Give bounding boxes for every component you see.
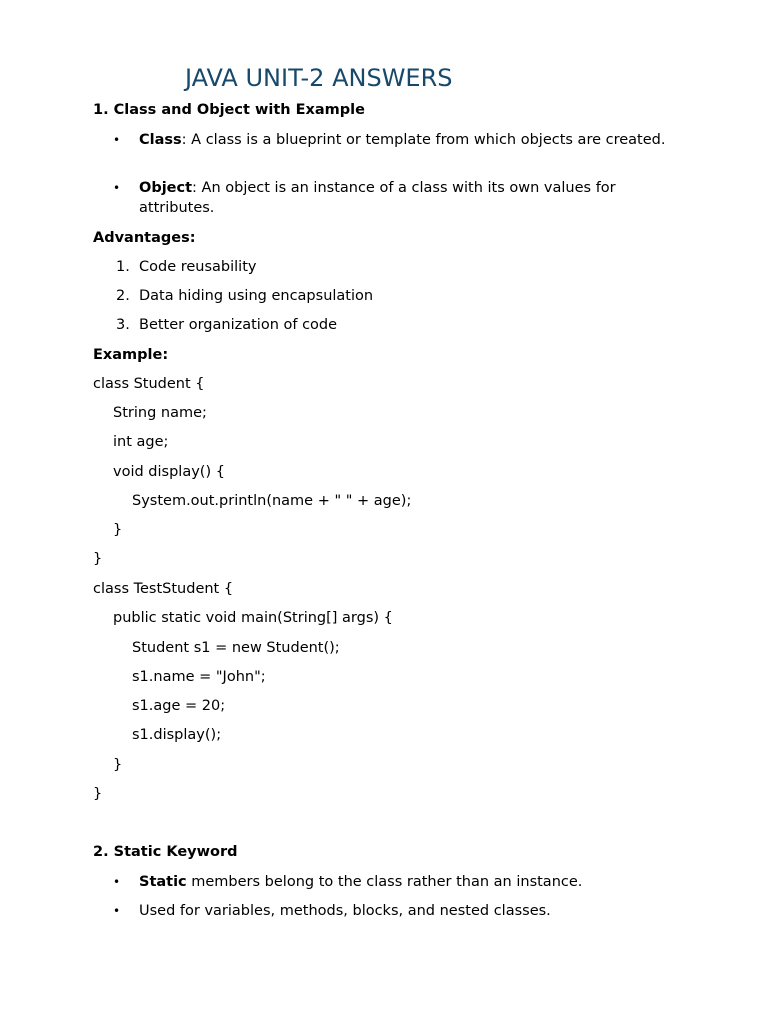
code-line: void display() { xyxy=(113,464,225,480)
code-line: String name; xyxy=(113,405,207,421)
code-line: Student s1 = new Student(); xyxy=(132,640,340,656)
bullet-term: Static xyxy=(139,874,187,890)
code-line: int age; xyxy=(113,434,169,450)
code-line: public static void main(String[] args) { xyxy=(113,610,393,626)
code-line: s1.display(); xyxy=(132,727,222,743)
example-heading: Example: xyxy=(93,347,169,363)
code-line: s1.name = "John"; xyxy=(132,669,266,685)
code-line: s1.age = 20; xyxy=(132,698,226,714)
bullet-icon: • xyxy=(113,875,121,889)
advantages-heading: Advantages: xyxy=(93,230,196,246)
bullet-static xyxy=(139,872,582,892)
bullet-icon: • xyxy=(113,904,121,918)
list-number: 2. xyxy=(116,288,130,304)
document-title: JAVA UNIT-2 ANSWERS xyxy=(185,64,453,92)
bullet-text: members belong to the class rather than an instance. xyxy=(186,874,583,890)
list-number: 1. xyxy=(116,259,130,275)
bullet-icon: • xyxy=(113,133,121,147)
code-line: } xyxy=(113,522,123,538)
code-line: System.out.println(name + " " + age); xyxy=(132,493,412,509)
code-line: } xyxy=(93,551,103,567)
code-line: } xyxy=(93,786,103,802)
bullet-term: Class xyxy=(139,132,182,148)
advantage-item: Code reusability xyxy=(139,259,257,275)
section-1-heading: 1. Class and Object with Example xyxy=(93,102,365,118)
section-2-heading: 2. Static Keyword xyxy=(93,844,238,860)
bullet-icon: • xyxy=(113,181,121,195)
advantage-item: Better organization of code xyxy=(139,317,338,333)
code-line: } xyxy=(113,757,123,773)
bullet-term: Object xyxy=(139,180,193,196)
advantage-item: Data hiding using encapsulation xyxy=(139,288,374,304)
bullet-text: : An object is an instance of a class with its own values for attributes. xyxy=(139,180,616,216)
list-number: 3. xyxy=(116,317,130,333)
bullet-class xyxy=(139,130,669,150)
code-line: class Student { xyxy=(93,376,205,392)
bullet-text: : A class is a blueprint or template from which objects are created. xyxy=(181,132,666,148)
bullet-usage: Used for variables, methods, blocks, and nested classes. xyxy=(139,903,551,919)
bullet-object xyxy=(139,178,669,218)
code-line: class TestStudent { xyxy=(93,581,234,597)
